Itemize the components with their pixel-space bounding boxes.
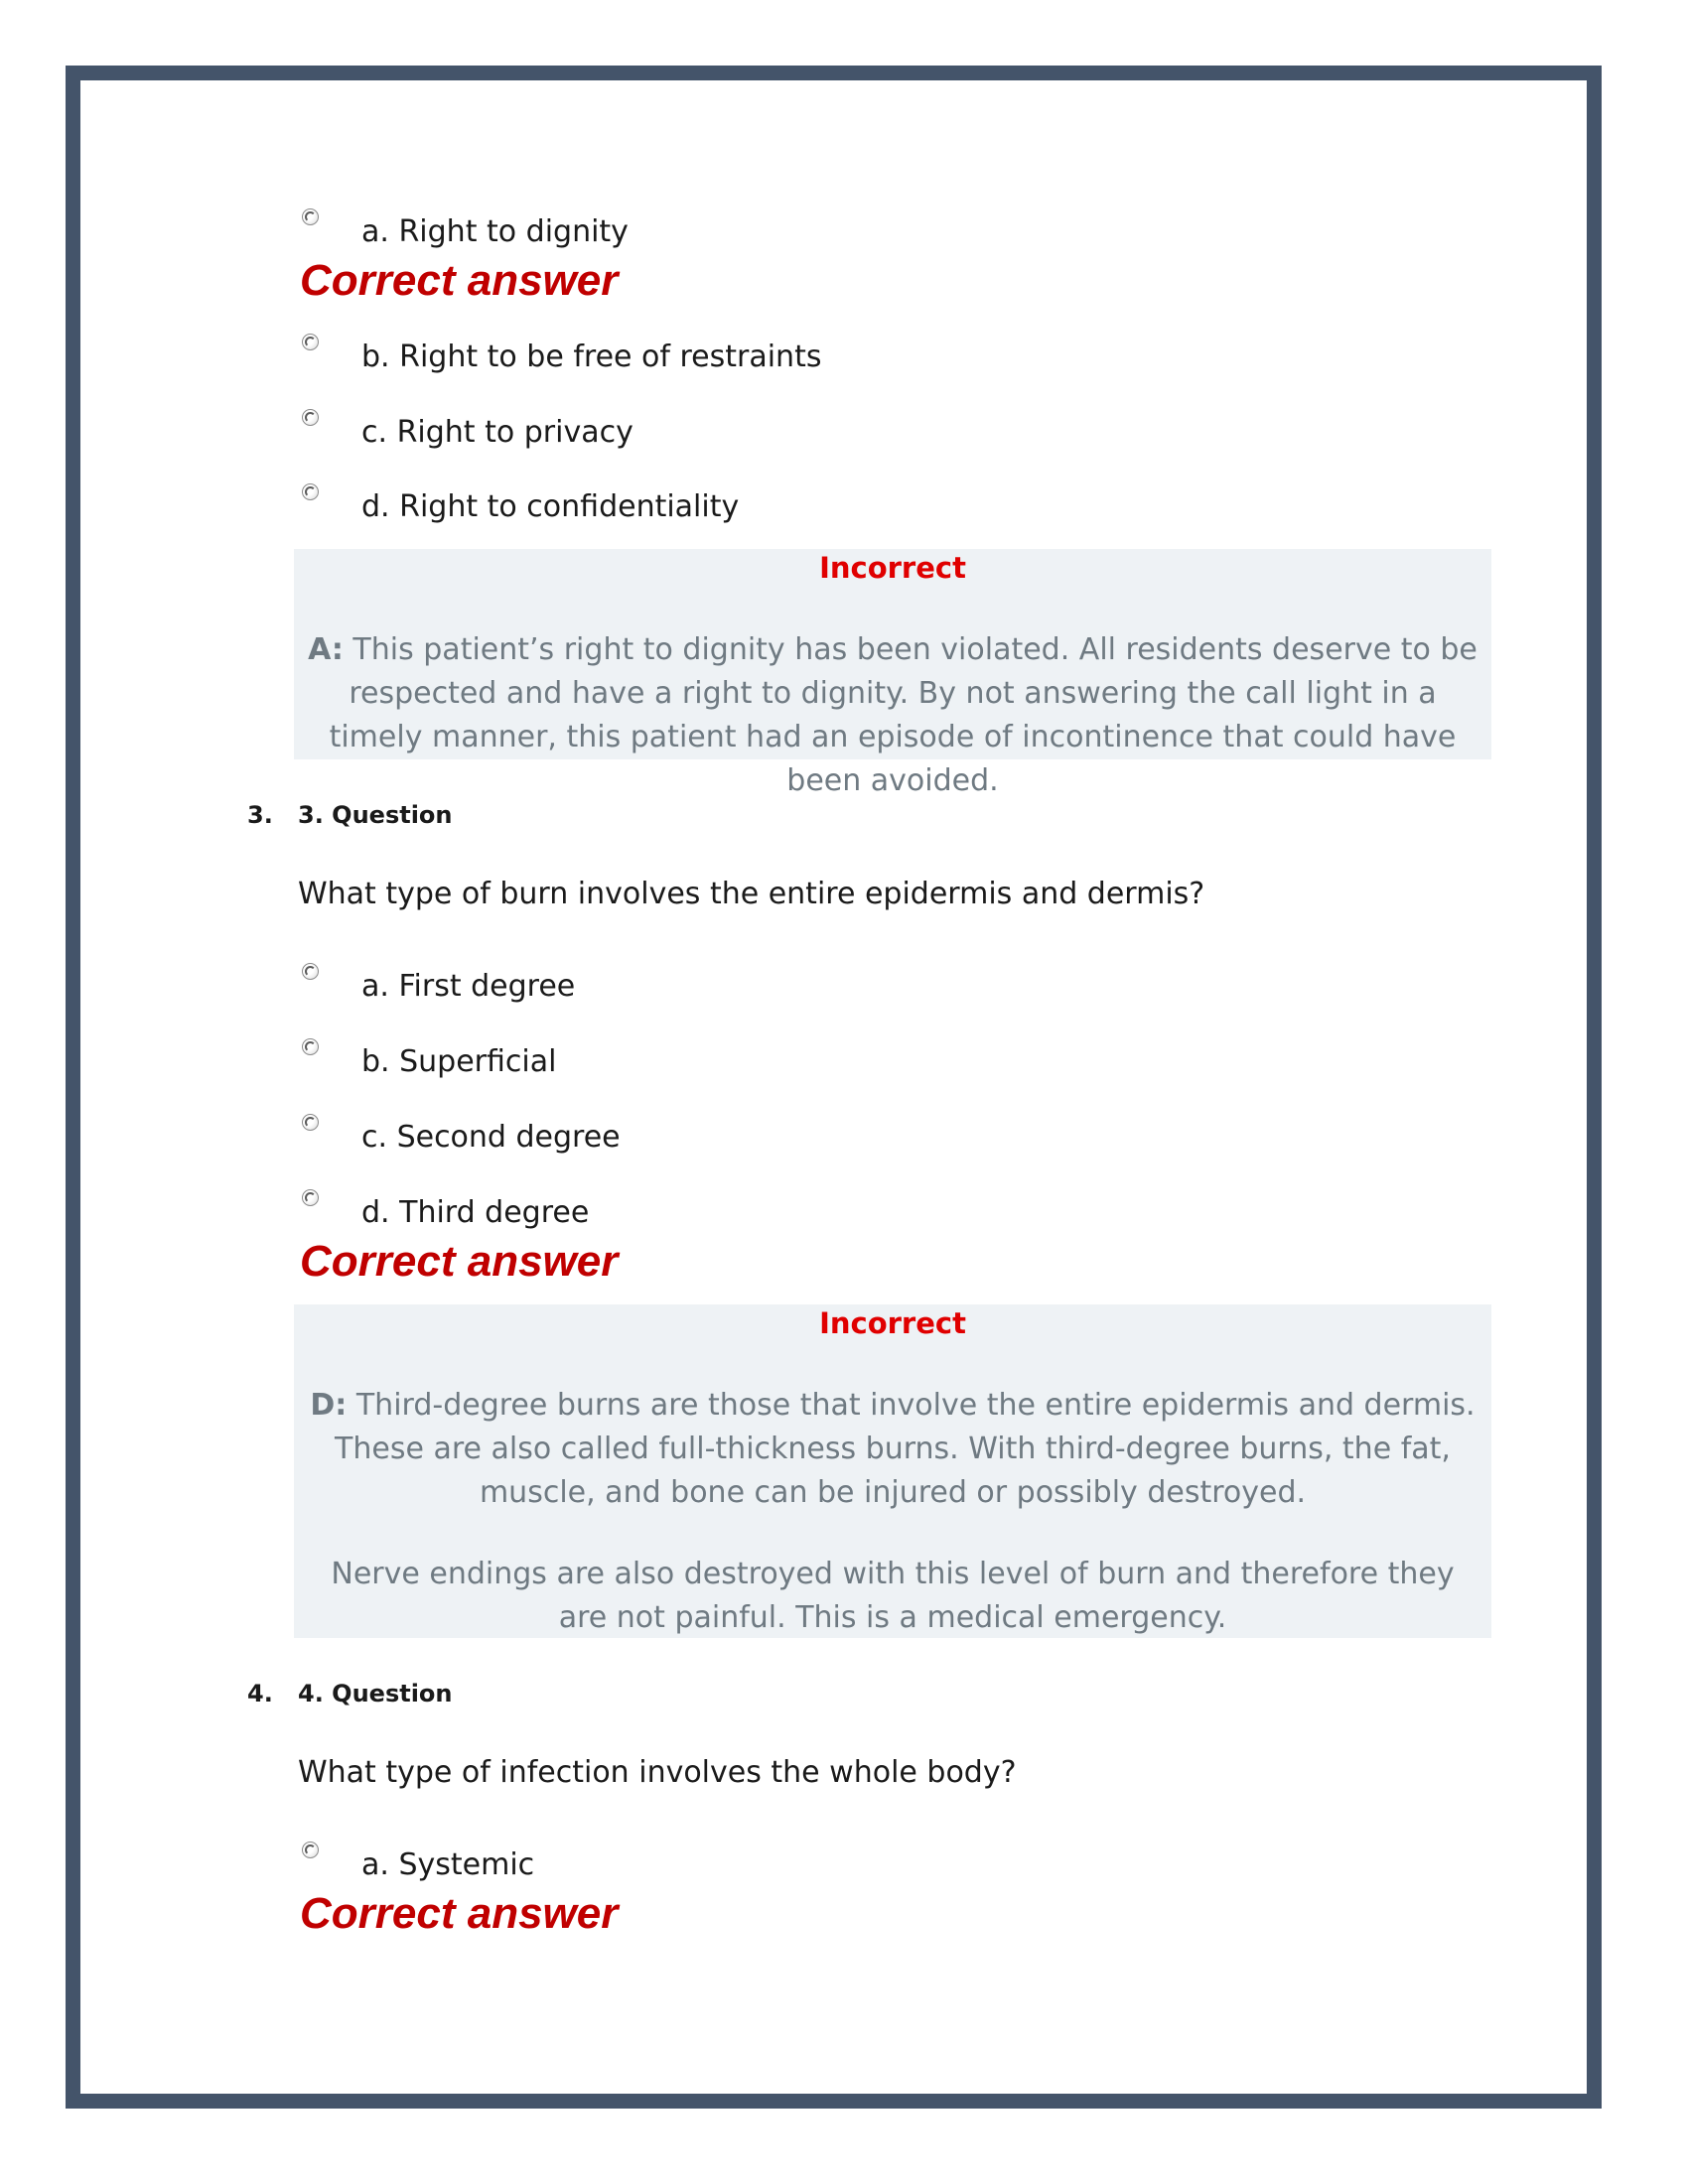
radio-button-icon[interactable] (302, 483, 319, 500)
q3-feedback-box (294, 1304, 1491, 1638)
question-number: 4. (247, 1680, 273, 1707)
radio-button-icon[interactable] (302, 1189, 319, 1206)
correct-answer-marker: Correct answer (300, 1889, 619, 1938)
radio-button-icon[interactable] (302, 1038, 319, 1055)
radio-button-icon[interactable] (302, 1114, 319, 1131)
question-text: What type of burn involves the entire epidermis and dermis? (298, 877, 1205, 911)
feedback-explanation (304, 628, 1481, 803)
option-label: a. First degree (361, 969, 576, 1004)
question-title: 4. Question (298, 1680, 453, 1707)
q2-feedback-box (294, 549, 1491, 798)
feedback-text: Third-degree burns are those that involve the entire epidermis and dermis. These are also called full-thickness burns. With third-degree burns, the fat, muscle, and bone can be injured or possibly destroyed. (335, 1388, 1476, 1510)
option-label: c. Right to privacy (361, 415, 633, 450)
correct-answer-marker: Correct answer (300, 1237, 619, 1286)
question-number: 3. (247, 801, 273, 829)
feedback-key: A: (308, 632, 344, 667)
radio-button-icon[interactable] (302, 1842, 319, 1858)
correct-answer-marker: Correct answer (300, 256, 619, 305)
page-frame (66, 66, 1602, 2109)
feedback-explanation-2: Nerve endings are also destroyed with this level of burn and therefore they are not painful. This is a medical emergency. (331, 1557, 1455, 1635)
option-label: d. Third degree (361, 1195, 590, 1230)
feedback-key: D: (310, 1388, 348, 1423)
radio-button-icon[interactable] (302, 208, 319, 225)
option-label: c. Second degree (361, 1120, 621, 1155)
option-label: b. Right to be free of restraints (361, 340, 822, 374)
question-title: 3. Question (298, 801, 453, 829)
question-text: What type of infection involves the whole body? (298, 1755, 1017, 1790)
option-label: a. Right to dignity (361, 214, 629, 249)
option-label: b. Superficial (361, 1044, 557, 1079)
radio-button-icon[interactable] (302, 409, 319, 426)
radio-button-icon[interactable] (302, 334, 319, 350)
option-label: d. Right to confidentiality (361, 489, 740, 524)
feedback-status: Incorrect (819, 551, 966, 585)
feedback-explanation (304, 1384, 1481, 1515)
option-label: a. Systemic (361, 1847, 535, 1882)
feedback-text: This patient’s right to dignity has been violated. All residents deserve to be respected and have a right to dignity. By not answering the call light in a timely manner, this patient had an episode of incontinence that could have been avoided. (329, 632, 1477, 798)
feedback-status: Incorrect (819, 1306, 966, 1340)
radio-button-icon[interactable] (302, 963, 319, 980)
